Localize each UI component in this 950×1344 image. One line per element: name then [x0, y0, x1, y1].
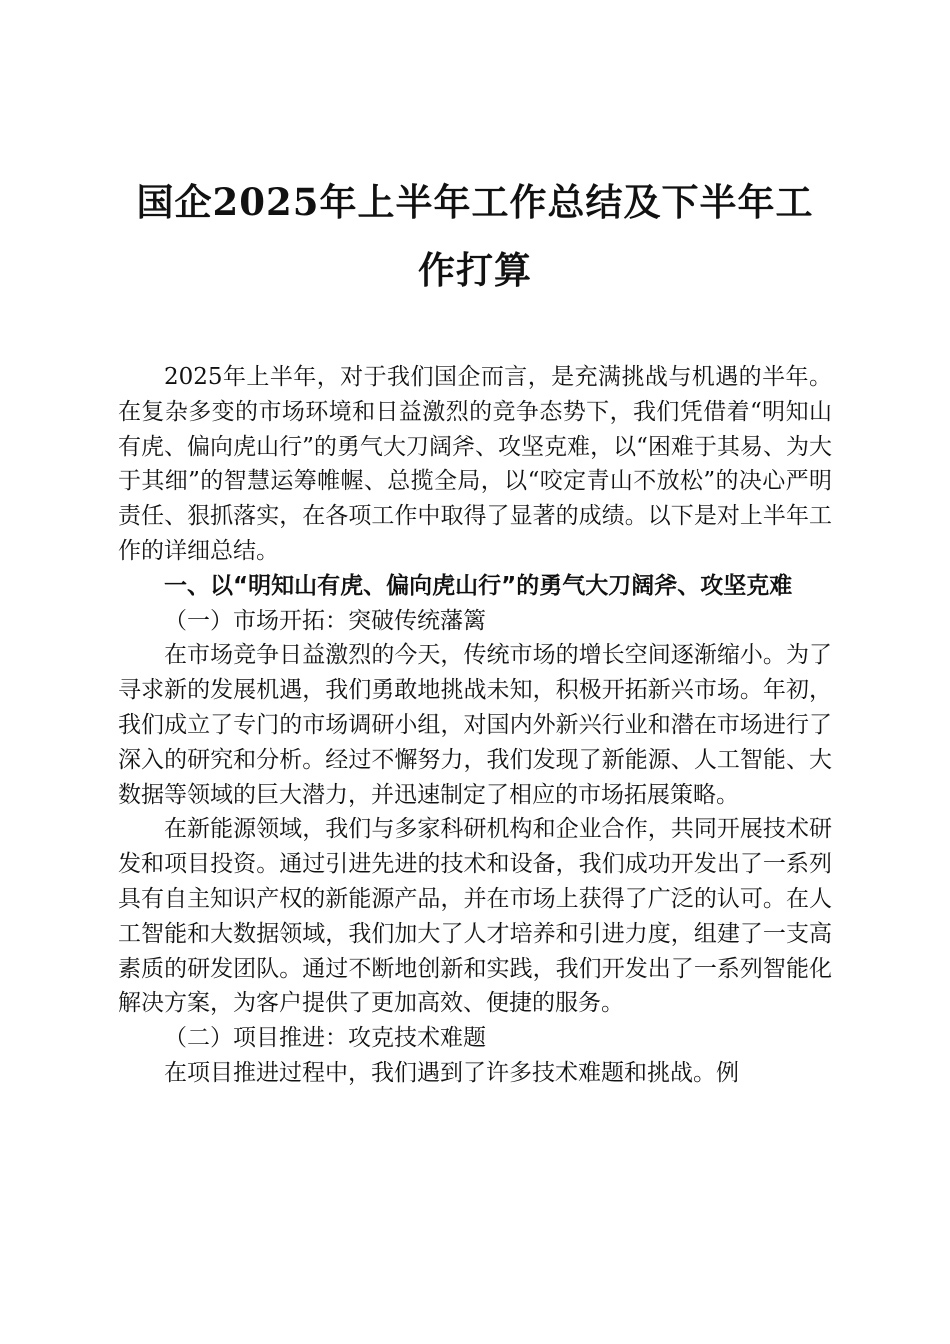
subsection-heading-2: （二）项目推进：攻克技术难题 [164, 1025, 486, 1052]
document-title: 国企2025年上半年工作总结及下半年工作打算 [136, 180, 814, 292]
subsection-heading-1: （一）市场开拓：突破传统藩篱 [164, 607, 486, 634]
paragraph-market-1: 在市场竞争日益激烈的今天，传统市场的增长空间逐渐缩小。为了寻求新的发展机遇，我们勇敢地挑战未知，积极开拓新兴市场。年初，我们成立了专门的市场调研小组，对国内外新兴行业和潜在市场进行了深入的研究和分析。经过不懈努力，我们发现了新能源、人工智能、大数据等领域的巨大潜力，并迅速制定了相应的市场拓展策略。 [118, 642, 832, 808]
paragraph-intro: 2025年上半年，对于我们国企而言，是充满挑战与机遇的半年。在复杂多变的市场环境和日益激烈的竞争态势下，我们凭借着“明知山有虎、偏向虎山行”的勇气大刀阔斧、攻坚克难，以“困难于其易、为大于其细”的智慧运筹帷幄、总揽全局，以“咬定青山不放松”的决心严明责任、狠抓落实，在各项工作中取得了显著的成绩。以下是对上半年工作的详细总结。 [118, 364, 832, 564]
paragraph-project-1: 在项目推进过程中，我们遇到了许多技术难题和挑战。例 [164, 1059, 739, 1086]
document-body [118, 360, 832, 1091]
paragraph-market-2: 在新能源领域，我们与多家科研机构和企业合作，共同开展技术研发和项目投资。通过引进先进的技术和设备，我们成功开发出了一系列具有自主知识产权的新能源产品，并在市场上获得了广泛的认可。在人工智能和大数据领域，我们加大了人才培养和引进力度，组建了一支高素质的研发团队。通过不断地创新和实践，我们开发出了一系列智能化解决方案，为客户提供了更加高效、便捷的服务。 [118, 816, 832, 1017]
section-heading-1: 一、以“明知山有虎、偏向虎山行”的勇气大刀阔斧、攻坚克难 [164, 572, 793, 599]
